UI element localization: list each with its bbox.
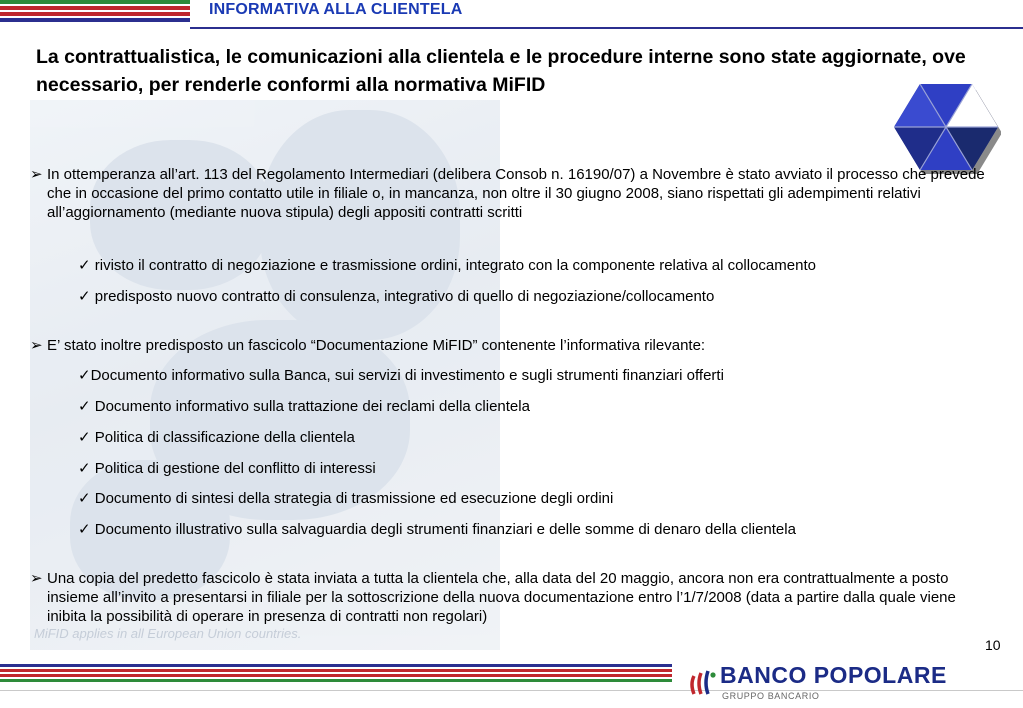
check-item: ✓ predisposto nuovo contratto di consulenza, integrativo di quello di negoziazione/collocamento: [78, 288, 715, 305]
bullet-paragraph-3: [30, 569, 990, 626]
banco-popolare-logo-icon: [688, 668, 718, 698]
brand-subtitle: GRUPPO BANCARIO: [722, 691, 820, 701]
check-item: ✓ Politica di classificazione della clientela: [78, 429, 355, 446]
check-item: ✓ Politica di gestione del conflitto di interessi: [78, 460, 376, 477]
arrow-bullet-icon: ➢: [30, 166, 43, 183]
check-item: ✓ Documento informativo sulla trattazione dei reclami della clientela: [78, 398, 530, 415]
check-item: ✓ Documento illustrativo sulla salvaguardia degli strumenti finanziari e delle somme di denaro della clientela: [78, 521, 796, 538]
hexagon-logo-icon: [893, 84, 1001, 174]
header-rule: [190, 27, 1023, 29]
background-caption: MiFID applies in all European Union countries.: [34, 626, 302, 641]
page-number: 10: [985, 637, 1001, 653]
bullet-text: E’ stato inoltre predisposto un fascicolo “Documentazione MiFID” contenente l’informativa rilevante:: [47, 337, 706, 354]
content-area: [30, 569, 990, 626]
brand-logo: [688, 662, 1008, 706]
check-item: ✓Documento informativo sulla Banca, sui servizi di investimento e sugli strumenti finanziari offerti: [78, 367, 724, 384]
header-title: INFORMATIVA ALLA CLIENTELA: [209, 1, 463, 18]
arrow-bullet-icon: ➢: [30, 337, 43, 354]
check-item: ✓ Documento di sintesi della strategia di trasmissione ed esecuzione degli ordini: [78, 490, 614, 507]
bullet-text: In ottemperanza all’art. 113 del Regolamento Intermediari (delibera Consob n. 16190/07) a Novembre è stato avviato il processo che prevede che in occasione del primo contatto utile in filiale o, in mancanza, non oltre il 30 giugno 2008, siano rispettati gli adempimenti relativi all’aggiornamento (mediante nuova stipula) degli appositi contratti scritti: [47, 166, 985, 221]
bullet-paragraph-1: [30, 165, 990, 222]
brand-name: BANCO POPOLARE: [720, 662, 947, 688]
check-item: ✓ rivisto il contratto di negoziazione e trasmissione ordini, integrato con la componente relativa al collocamento: [78, 257, 816, 274]
bullet-paragraph-2: [30, 336, 990, 355]
bullet-text: Una copia del predetto fascicolo è stata inviata a tutta la clientela che, alla data del 20 maggio, ancora non era contrattualmente a posto insieme all’invito a presentarsi in filiale per la sottoscrizione della nuova documentazione entro l’1/7/2008 (data a partire dalla quale viene inibita la possibilità di operare in presenza di contratti non regolari): [47, 570, 956, 625]
page-title: La contrattualistica, le comunicazioni alla clientela e le procedure interne sono state aggiornate, ove necessario, per renderle conformi alla normativa MiFID: [36, 46, 966, 96]
content-area: [30, 336, 990, 355]
arrow-bullet-icon: ➢: [30, 570, 43, 587]
content-area: [30, 165, 990, 222]
